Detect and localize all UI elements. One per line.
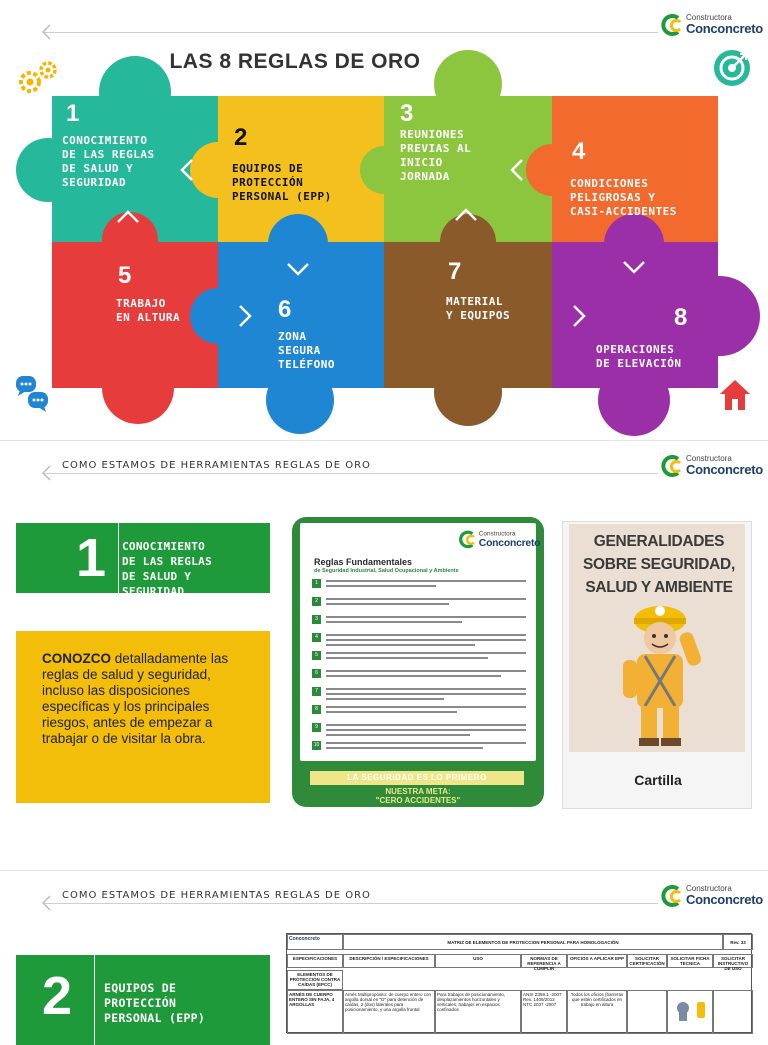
slide-reglas-de-oro [0, 0, 768, 440]
document-rule-number: 6 [312, 669, 321, 678]
chat-icon [14, 374, 50, 414]
document-text-line [326, 616, 526, 618]
rule-card-divider [118, 523, 119, 593]
epp-matrix-table [286, 933, 752, 1033]
logo-line1: Constructora [686, 454, 732, 463]
document-rule-row [312, 741, 528, 757]
document-rule-number: 9 [312, 723, 321, 732]
home-icon [718, 378, 752, 412]
document-rule-number: 8 [312, 705, 321, 714]
document-rule-row [312, 687, 528, 703]
matrix-cell [667, 990, 713, 1034]
chevron-left-icon [38, 893, 58, 913]
document-footer-goal: NUESTRA META: "CERO ACCIDENTES" [375, 787, 461, 805]
matrix-logo-cell: Conconcreto [287, 934, 343, 950]
document-text-line [326, 675, 501, 677]
document-text-line [326, 657, 488, 659]
booklet-title: GENERALIDADES SOBRE SEGURIDAD, SALUD Y AMBIENTE [583, 533, 735, 596]
matrix-cell: ANSI Z359.1 -2007 Res. 1409/2012 NTC 2037 -2007 [521, 990, 567, 1034]
document-rule-row [312, 705, 528, 721]
header-divider [44, 473, 658, 474]
document-text-line [326, 598, 526, 600]
document-rule-row [312, 615, 528, 631]
document-text-line [326, 603, 449, 605]
matrix-header: SOLICITAR INSTRUCTIVO DE USO [713, 954, 753, 968]
document-text-line [326, 742, 526, 744]
document-text-line [326, 711, 457, 713]
document-rule-number: 7 [312, 687, 321, 696]
rule-card-label: CONOCIMIENTO DE LAS REGLAS DE SALUD Y SEGURIDAD [122, 540, 212, 598]
logo-line2: Conconcreto [686, 462, 763, 477]
rule-label-1: CONOCIMIENTO DE LAS REGLAS DE SALUD Y SEGURIDAD [62, 134, 155, 189]
rule-label-8: OPERACIONES DE ELEVACIÓN [596, 343, 682, 370]
rule-number-7: 7 [448, 258, 462, 285]
logo-mark-icon [456, 529, 477, 550]
cartilla-booklet [562, 521, 752, 809]
rule-number-6: 6 [278, 296, 292, 323]
rule-card-2 [16, 955, 270, 1045]
page-title: LAS 8 REGLAS DE ORO [169, 50, 421, 73]
reglas-fundamentales-document [292, 517, 544, 807]
harness-thumbnail-icon [669, 998, 709, 1022]
matrix-header: ESPECIFICACIONES [287, 954, 343, 968]
document-text-line [326, 670, 526, 672]
rule-number-8: 8 [674, 304, 688, 331]
logo-line1: Constructora [686, 884, 732, 893]
matrix-header: NORMAS DE REFERENCIA A CUMPLIR [521, 954, 567, 968]
matrix-cell: Todos los oficios (barreras que estén certificados en trabajo en altura [567, 990, 627, 1034]
document-rule-row [312, 633, 528, 649]
matrix-group: ELEMENTOS DE PROTECCIÓN CONTRA CAÍDAS (EPCC) [287, 970, 343, 990]
rule-number-5: 5 [118, 262, 132, 289]
rule-label-3: REUNIONES PREVIAS AL INICIO JORNADA [400, 128, 472, 183]
document-text-line [326, 580, 526, 582]
matrix-cell: Arnés Multipropósito: de cuerpo entero con argolla dorsal en "D" para detención de caídas, 2 (dos) laterales para posicionamiento, y una argolla frontal [343, 990, 435, 1034]
document-text-line [326, 747, 483, 749]
matrix-cell [627, 990, 667, 1034]
document-text-line [326, 634, 526, 636]
rule-description-card [16, 631, 270, 803]
chevron-left-icon [38, 463, 58, 483]
document-text-line [326, 706, 526, 708]
matrix-cell [713, 990, 753, 1034]
section-title: COMO ESTAMOS DE HERRAMIENTAS REGLAS DE ORO [62, 460, 371, 471]
matrix-header: OFICIOS A APLICAR EPP [567, 954, 627, 968]
puzzle-piece-6 [190, 214, 384, 434]
safety-worker-illustration [605, 598, 715, 748]
matrix-header: DESCRIPCIÓN / ESPECIFICACIONES [343, 954, 435, 968]
document-footer-banner: LA SEGURIDAD ES LO PRIMERO [310, 771, 524, 785]
booklet-caption: Cartilla [634, 772, 682, 788]
header-divider [44, 903, 658, 904]
document-rule-row [312, 669, 528, 685]
rule-number-2: 2 [234, 124, 248, 151]
logo-line2: Conconcreto [686, 892, 763, 907]
rule-label-6: ZONA SEGURA TELÉFONO [278, 330, 335, 371]
document-text-line [326, 621, 462, 623]
document-text-line [326, 724, 526, 726]
document-text-line [326, 688, 526, 690]
document-rule-row [312, 579, 528, 595]
rule-label-4: CONDICIONES PELIGROSAS Y CASI-ACCIDENTES [570, 177, 677, 218]
document-rule-number: 1 [312, 579, 321, 588]
matrix-title: MATRIZ DE ELEMENTOS DE PROTECCION PERSONAL PARA HOMOLOGACIÓN [343, 934, 723, 950]
rule-number-4: 4 [572, 138, 586, 165]
matrix-header: SOLICITAR FICHA TECNICA [667, 954, 713, 968]
document-text-line [326, 698, 444, 700]
conconcreto-logo [658, 883, 763, 909]
booklet-cover-photo [569, 524, 745, 752]
rule-description: CONOZCO detalladamente las reglas de salud y seguridad, incluso las disposiciones específicas y los principales riesgos, antes de empezar a trabajar o de visitar la obra. [42, 651, 229, 746]
logo-line2: Conconcreto [686, 21, 763, 36]
section-title: COMO ESTAMOS DE HERRAMIENTAS REGLAS DE ORO [62, 890, 371, 901]
gears-icon [14, 58, 62, 98]
document-text-line [326, 734, 470, 736]
document-text-line [326, 644, 475, 646]
document-rule-row [312, 597, 528, 613]
matrix-header: SOLICITAR CERTIFICACIÓN [627, 954, 667, 968]
slide-regla-1 [0, 440, 768, 870]
conconcreto-logo [658, 453, 763, 479]
rule-label-5: TRABAJO EN ALTURA [116, 297, 181, 324]
document-logo: Constructora Conconcreto [456, 529, 530, 550]
document-rule-number: 10 [313, 742, 320, 748]
document-text-line [326, 693, 526, 695]
rule-number-1: 1 [66, 100, 80, 127]
document-rule-number: 4 [312, 633, 321, 642]
logo-line1: Constructora [686, 13, 732, 22]
rule-card-divider [94, 955, 95, 1045]
rule-card-label: EQUIPOS DE PROTECCIÓN PERSONAL (EPP) [104, 981, 206, 1025]
document-text-line [326, 729, 526, 731]
document-rule-number: 5 [312, 651, 321, 660]
matrix-cell: Para trabajos de posicionamiento, desplazamientos horizontales y verticales, trabajos en espacios confinados [435, 990, 521, 1034]
target-icon [712, 48, 752, 88]
document-rule-number: 2 [312, 597, 321, 606]
rule-card-1 [16, 523, 270, 598]
document-title: Reglas Fundamentales [314, 557, 413, 567]
logo-mark-icon [658, 453, 684, 479]
rule-card-number: 2 [42, 966, 73, 1026]
rule-label-2: EQUIPOS DE PROTECCIÓN PERSONAL (EPP) [232, 162, 332, 203]
document-text-line [326, 652, 526, 654]
document-rule-row [312, 723, 528, 739]
matrix-cell: ARNÉS DE CUERPO ENTERO SIN FAJA, 4 ARGOLLAS [287, 990, 343, 1034]
document-page [300, 523, 541, 761]
document-text-line [326, 585, 436, 587]
rule-label-7: MATERIAL Y EQUIPOS [446, 295, 511, 322]
matrix-revision: Rev. 33 [723, 934, 753, 950]
logo-mark-icon [658, 883, 684, 909]
document-subtitle: de Seguridad Industrial, Salud Ocupacional y Ambiente [314, 568, 459, 574]
document-text-line [326, 639, 526, 641]
document-rule-row [312, 651, 528, 667]
slide-regla-2 [0, 870, 768, 1024]
document-rule-number: 3 [312, 615, 321, 624]
puzzle-diagram [0, 0, 768, 440]
rule-card-number: 1 [76, 528, 107, 588]
matrix-header: USO [435, 954, 521, 968]
rule-number-3: 3 [400, 100, 414, 127]
